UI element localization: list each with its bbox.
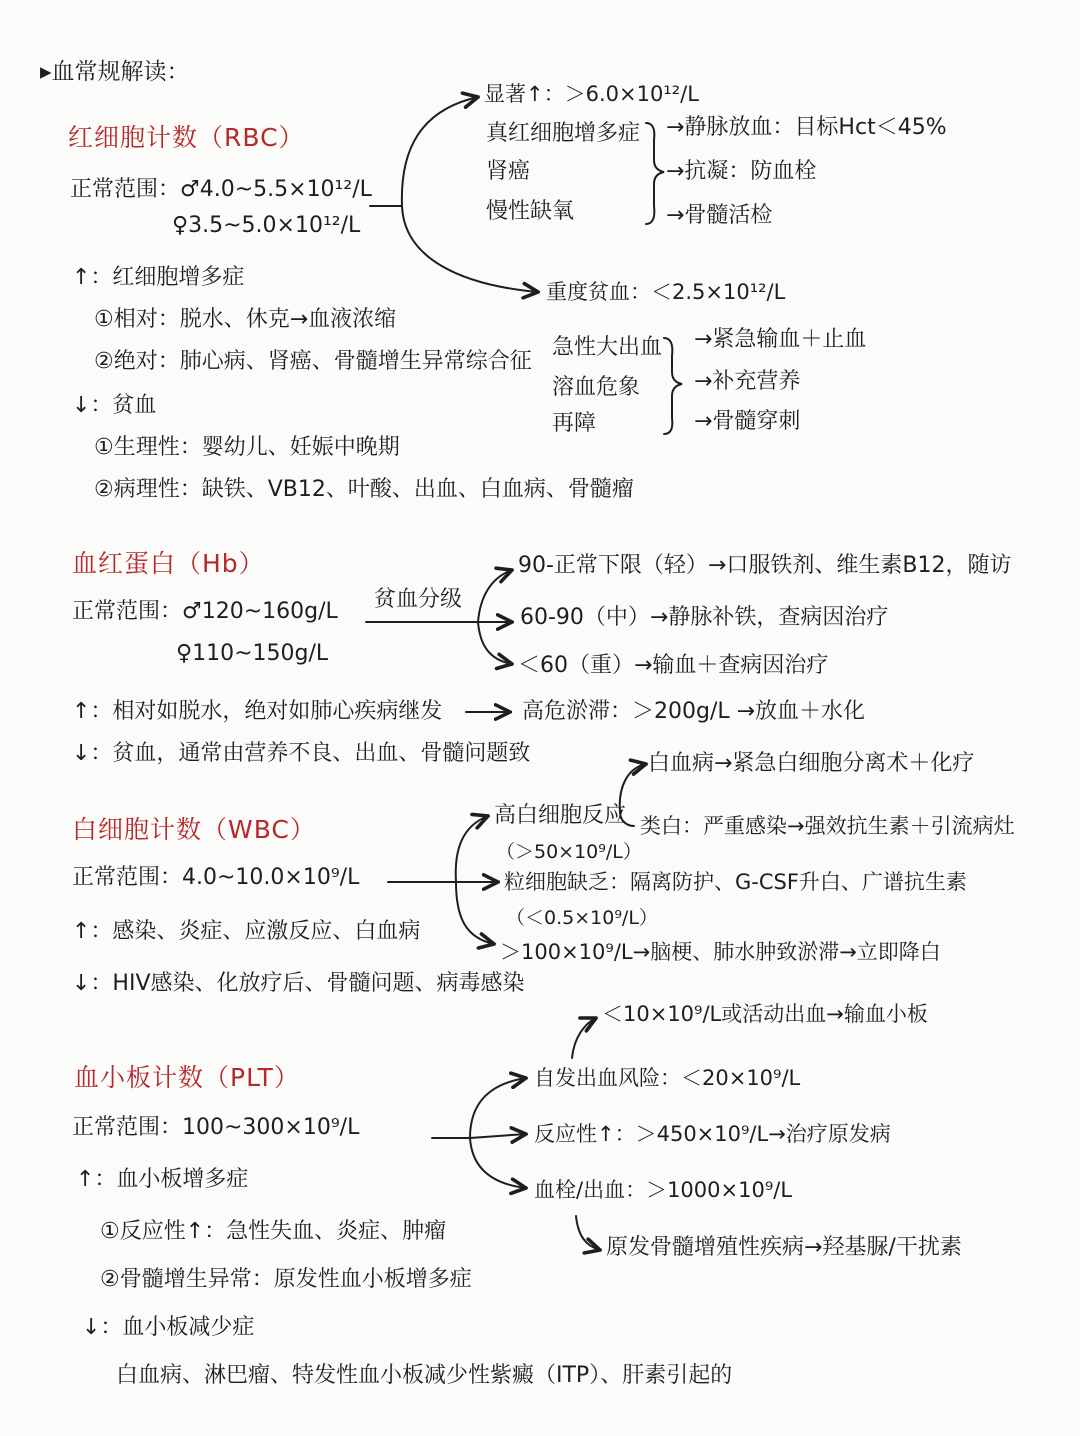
hb-down: ↓：贫血，通常由营养不良、出血、骨髓问题致 — [72, 741, 531, 766]
rbc-high-action: →静脉放血：目标Hct＜45% — [666, 115, 947, 140]
hb-grade-mild: 90-正常下限（轻）→口服铁剂、维生素B12，随访 — [518, 553, 1012, 578]
rbc-low-cause: 再障 — [552, 411, 597, 436]
hb-arrow-grade-1 — [478, 570, 512, 622]
rbc-low-action: →骨髓穿刺 — [694, 409, 801, 434]
wbc-down: ↓：HIV感染、化放疗后、骨髓问题、病毒感染 — [72, 971, 525, 996]
plt-up: ↑：血小板增多症 — [76, 1167, 249, 1192]
wbc-low-label: 粒细胞缺乏：隔离防护、G-CSF升白、广谱抗生素 — [504, 870, 967, 894]
hb-heading: 血红蛋白（Hb） — [72, 549, 265, 578]
hb-grading-label: 贫血分级 — [374, 587, 463, 612]
wbc-arrow-extreme — [456, 882, 494, 944]
rbc-normal-female: ♀3.5~5.0×10¹²/L — [172, 213, 361, 238]
plt-thrombo-sub: 原发骨髓增殖性疾病→羟基脲/干扰素 — [606, 1235, 962, 1260]
hb-up-result: 高危淤滞：＞200g/L →放血＋水化 — [522, 699, 866, 724]
rbc-high-action: →骨髓活检 — [666, 203, 773, 228]
rbc-normal-male: 正常范围：♂4.0~5.5×10¹²/L — [70, 177, 372, 202]
wbc-high-label: 高白细胞反应 — [494, 803, 627, 828]
plt-arrow-thrombo — [470, 1138, 526, 1188]
wbc-extreme: ＞100×10⁹/L→脑梗、肺水肿致淤滞→立即降白 — [500, 940, 941, 964]
plt-arrow-bleed — [470, 1078, 526, 1138]
rbc-arrow-high — [402, 97, 478, 206]
plt-bleed-risk: 自发出血风险：＜20×10⁹/L — [534, 1066, 801, 1090]
hb-up: ↑：相对如脱水，绝对如肺心疾病继发 — [72, 699, 443, 724]
wbc-up: ↑：感染、炎症、应激反应、白血病 — [72, 919, 421, 944]
rbc-up-relative: ①相对：脱水、休克→血液浓缩 — [94, 307, 397, 332]
plt-reactive: 反应性↑：＞450×10⁹/L→治疗原发病 — [534, 1122, 891, 1146]
rbc-low-cause: 急性大出血 — [552, 335, 663, 360]
wbc-high-leukemia: 白血病→紧急白细胞分离术＋化疗 — [648, 751, 975, 776]
rbc-high-action: →抗凝：防血栓 — [666, 159, 817, 184]
rbc-down-physiological: ①生理性：婴幼儿、妊娠中晚期 — [94, 435, 400, 460]
plt-arrow-thrombo-sub — [576, 1216, 600, 1250]
plt-arrow-reactive — [470, 1134, 526, 1138]
plt-thrombo: 血栓/出血：＞1000×10⁹/L — [534, 1178, 793, 1202]
wbc-arrow-high — [456, 816, 488, 882]
plt-up-myelo: ②骨髓增生异常：原发性血小板增多症 — [100, 1267, 472, 1292]
rbc-down: ↓：贫血 — [72, 393, 157, 418]
plt-up-reactive: ①反应性↑：急性失血、炎症、肿瘤 — [100, 1219, 447, 1244]
rbc-brace-low — [664, 338, 682, 434]
wbc-low-threshold: （＜0.5×10⁹/L） — [506, 907, 658, 929]
rbc-heading: 红细胞计数（RBC） — [68, 123, 305, 152]
rbc-high-cause: 真红细胞增多症 — [486, 121, 641, 146]
hb-arrow-grade-3 — [478, 622, 512, 664]
wbc-normal: 正常范围：4.0~10.0×10⁹/L — [72, 865, 360, 890]
hb-grade-moderate: 60-90（中）→静脉补铁，查病因治疗 — [520, 605, 889, 630]
rbc-high-cause: 肾癌 — [486, 159, 531, 184]
plt-down: ↓：血小板减少症 — [82, 1315, 255, 1340]
rbc-high-cause: 慢性缺氧 — [486, 199, 575, 224]
rbc-low-action: →补充营养 — [694, 369, 801, 394]
rbc-low-cause: 溶血危象 — [552, 375, 641, 400]
wbc-heading: 白细胞计数（WBC） — [72, 815, 316, 844]
rbc-low-label: 重度贫血：＜2.5×10¹²/L — [546, 280, 786, 304]
rbc-low-action: →紧急输血＋止血 — [694, 327, 867, 352]
plt-arrow-bleed-sub — [572, 1018, 596, 1058]
plt-down-causes: 白血病、淋巴瘤、特发性血小板减少性紫癜（ITP）、肝素引起的 — [116, 1363, 733, 1388]
plt-heading: 血小板计数（PLT） — [74, 1063, 300, 1092]
rbc-down-pathological: ②病理性：缺铁、VB12、叶酸、出血、白血病、骨髓瘤 — [94, 477, 634, 502]
page-title: ▸血常规解读： — [40, 59, 190, 85]
rbc-up: ↑：红细胞增多症 — [72, 265, 245, 290]
rbc-high-label: 显著↑：＞6.0×10¹²/L — [484, 82, 699, 106]
hb-grade-severe: ＜60（重）→输血＋查病因治疗 — [518, 653, 829, 678]
hb-normal-male: 正常范围：♂120~160g/L — [72, 599, 338, 624]
hb-normal-female: ♀110~150g/L — [176, 641, 329, 666]
rbc-brace-high — [646, 123, 664, 224]
wbc-high-threshold: （＞50×10⁹/L） — [496, 841, 642, 863]
plt-bleed-sub: ＜10×10⁹/L或活动出血→输血小板 — [602, 1002, 928, 1026]
plt-normal: 正常范围：100~300×10⁹/L — [72, 1115, 360, 1140]
wbc-high-infection: 类白：严重感染→强效抗生素＋引流病灶 — [640, 814, 1015, 838]
rbc-up-absolute: ②绝对：肺心病、肾癌、骨髓增生异常综合征 — [94, 349, 532, 374]
